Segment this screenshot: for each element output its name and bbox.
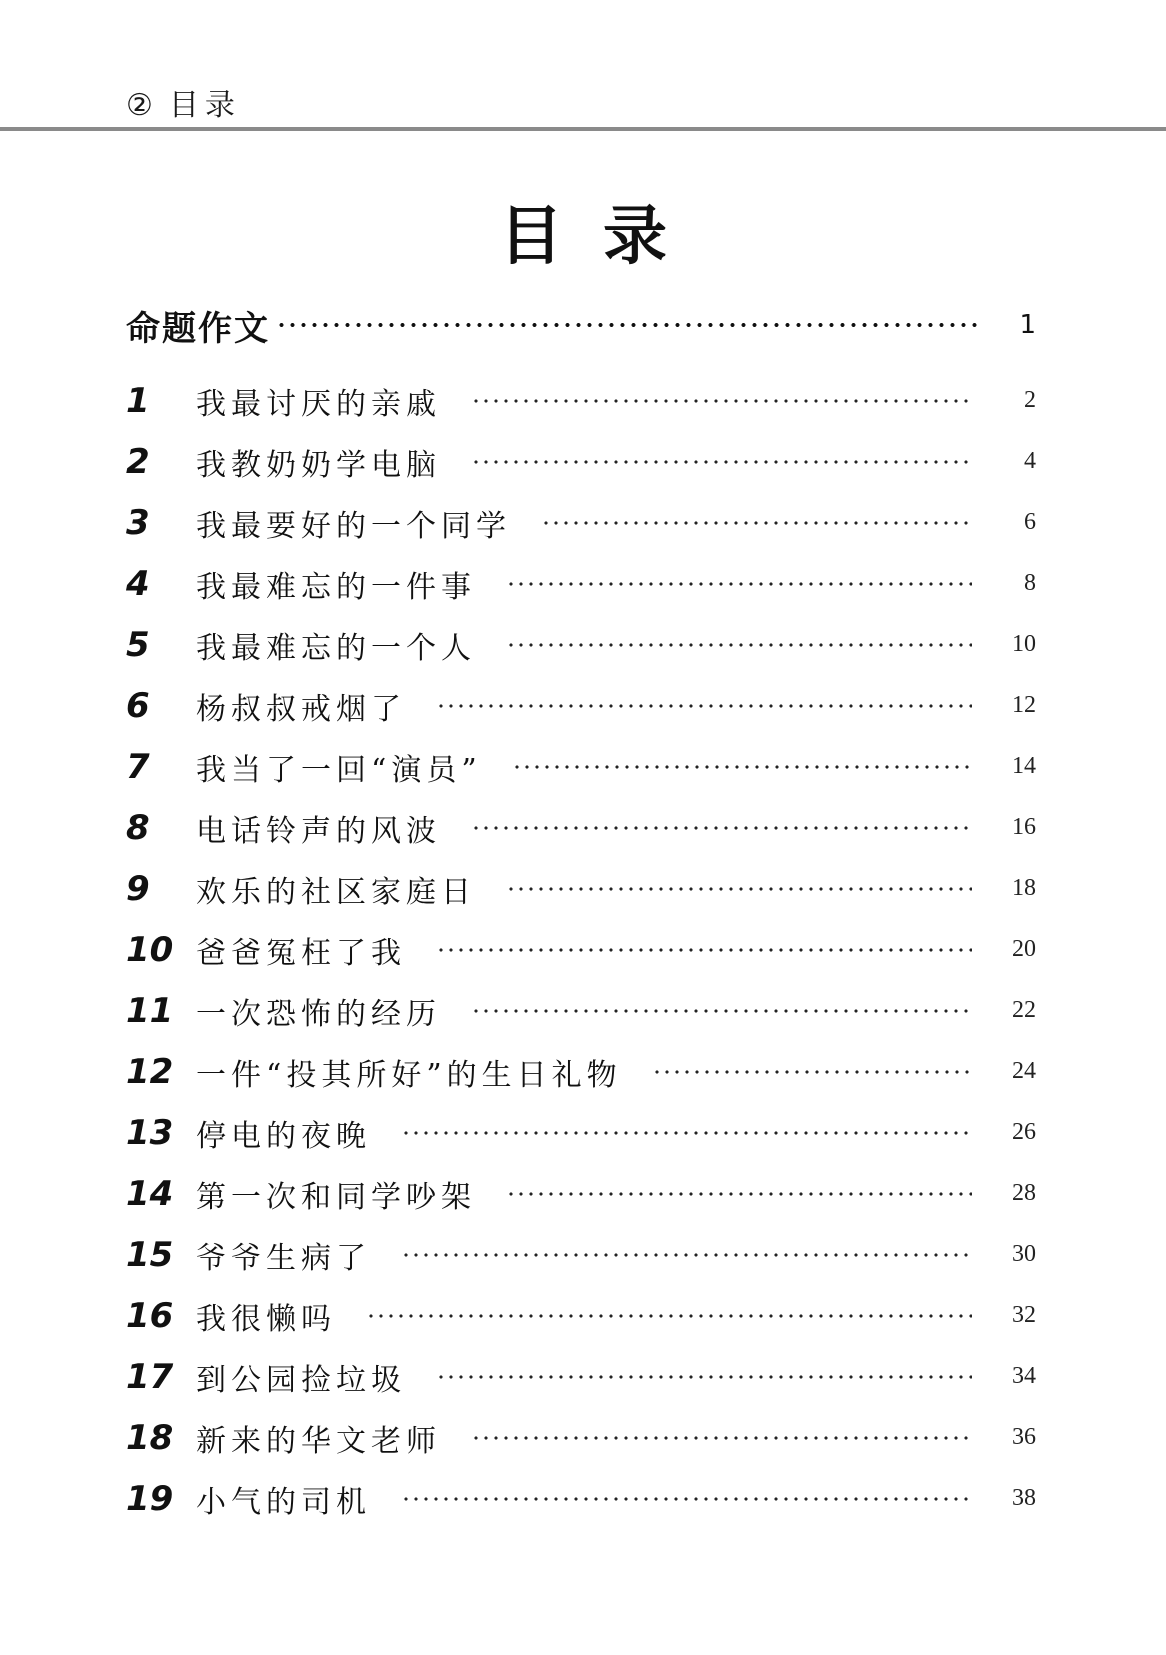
entry-number: 3 [126,502,150,543]
entry-number: 19 [126,1478,174,1519]
section-label: 命题作文 [126,308,270,349]
entry-number: 9 [126,868,150,909]
entry-page-number: 12 [1012,692,1036,718]
dot-leader [652,1068,972,1076]
entry-title: 我最难忘的一件事 [196,569,476,605]
entry-title: 爸爸冤枉了我 [196,935,406,971]
toc-entry[interactable] [126,1285,1036,1346]
entry-number: 4 [126,563,150,604]
entry-number: 14 [126,1173,174,1214]
entry-title: 我教奶奶学电脑 [196,447,441,483]
entry-number: 18 [126,1417,174,1458]
entry-page-number: 6 [1024,509,1036,535]
entry-page-number: 20 [1012,936,1036,962]
toc-entry[interactable] [126,1041,1036,1102]
entry-number: 6 [126,685,150,726]
entry-page-number: 2 [1024,387,1036,413]
dot-leader [506,641,972,649]
toc-entry[interactable] [126,919,1036,980]
dot-leader [471,1007,972,1015]
toc-entry-list [126,370,1036,1529]
entry-number: 15 [126,1234,174,1275]
header-rule [0,127,1166,131]
entry-number: 1 [126,380,150,421]
toc-entry[interactable] [126,980,1036,1041]
entry-number: 10 [126,929,174,970]
entry-title: 欢乐的社区家庭日 [196,874,476,910]
entry-page-number: 30 [1012,1241,1036,1267]
toc-entry[interactable] [126,614,1036,675]
toc-entry[interactable] [126,797,1036,858]
toc-entry[interactable] [126,1163,1036,1224]
entry-title: 我最要好的一个同学 [196,508,511,544]
entry-page-number: 10 [1012,631,1036,657]
running-head-text: 目录 [168,88,241,123]
entry-page-number: 32 [1012,1302,1036,1328]
toc-entry[interactable] [126,370,1036,431]
toc-entry[interactable] [126,1102,1036,1163]
entry-page-number: 16 [1012,814,1036,840]
dot-leader [401,1251,972,1259]
entry-page-number: 38 [1012,1485,1036,1511]
entry-page-number: 22 [1012,997,1036,1023]
dot-leader [436,702,972,710]
entry-title: 到公园捡垃圾 [196,1362,406,1398]
dot-leader [506,1190,972,1198]
toc-entry[interactable] [126,492,1036,553]
toc-entry[interactable] [126,431,1036,492]
entry-page-number: 36 [1012,1424,1036,1450]
dot-leader [436,1373,972,1381]
dot-leader [506,580,972,588]
entry-title: 我最讨厌的亲戚 [196,386,441,422]
page-title: 目录 [499,200,707,274]
entry-page-number: 34 [1012,1363,1036,1389]
entry-number: 5 [126,624,150,665]
dot-leader [401,1495,972,1503]
entry-title: 电话铃声的风波 [196,813,441,849]
toc-section-heading[interactable] [126,302,1036,348]
section-page-number: 1 [1019,310,1036,340]
running-head [126,80,241,124]
entry-number: 8 [126,807,150,848]
entry-title: 我最难忘的一个人 [196,630,476,666]
toc-entry[interactable] [126,1224,1036,1285]
entry-page-number: 8 [1024,570,1036,596]
dot-leader [512,763,972,771]
entry-page-number: 18 [1012,875,1036,901]
entry-number: 2 [126,441,150,482]
entry-page-number: 14 [1012,753,1036,779]
entry-title: 爷爷生病了 [196,1240,371,1276]
entry-title: 一件“投其所好”的生日礼物 [196,1057,622,1093]
entry-page-number: 28 [1012,1180,1036,1206]
dot-leader [436,946,972,954]
entry-title: 小气的司机 [196,1484,371,1520]
entry-page-number: 4 [1024,448,1036,474]
entry-title: 新来的华文老师 [196,1423,441,1459]
dot-leader [276,320,978,330]
toc-entry[interactable] [126,1407,1036,1468]
dot-leader [366,1312,972,1320]
dot-leader [471,1434,972,1442]
entry-number: 11 [126,990,174,1031]
entry-title: 第一次和同学吵架 [196,1179,476,1215]
page-marker: ② [126,88,159,123]
entry-page-number: 24 [1012,1058,1036,1084]
dot-leader [401,1129,972,1137]
toc-entry[interactable] [126,675,1036,736]
entry-number: 12 [126,1051,174,1092]
entry-number: 16 [126,1295,174,1336]
dot-leader [506,885,972,893]
entry-number: 7 [126,746,150,787]
toc-entry[interactable] [126,736,1036,797]
entry-number: 13 [126,1112,174,1153]
dot-leader [471,397,972,405]
toc-entry[interactable] [126,553,1036,614]
dot-leader [471,458,972,466]
toc-entry[interactable] [126,1346,1036,1407]
entry-page-number: 26 [1012,1119,1036,1145]
dot-leader [471,824,972,832]
dot-leader [541,519,972,527]
toc-entry[interactable] [126,1468,1036,1529]
toc-entry[interactable] [126,858,1036,919]
entry-title: 一次恐怖的经历 [196,996,441,1032]
entry-number: 17 [126,1356,174,1397]
entry-title: 我当了一回“演员” [196,752,482,788]
entry-title: 我很懒吗 [196,1301,336,1337]
entry-title: 停电的夜晚 [196,1118,371,1154]
entry-title: 杨叔叔戒烟了 [196,691,406,727]
